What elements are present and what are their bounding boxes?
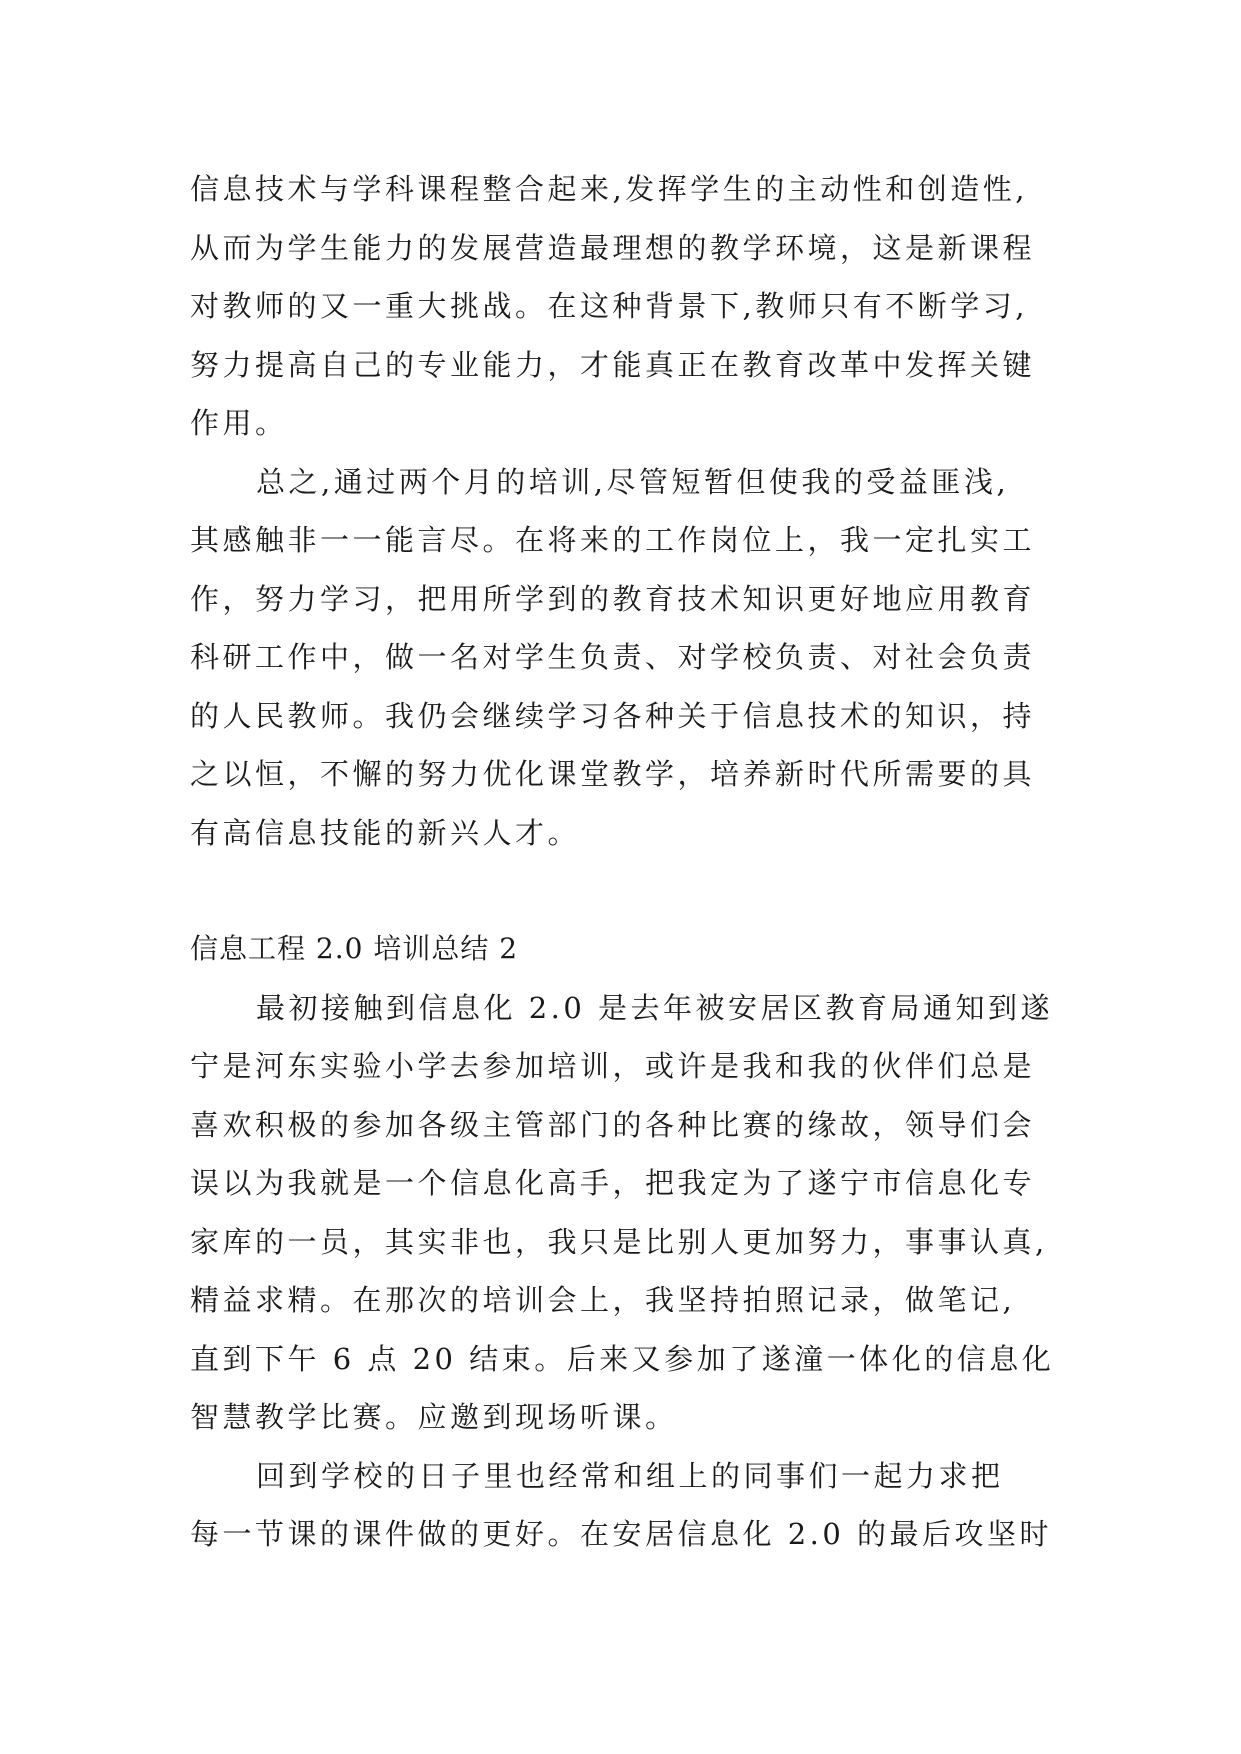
text-line: 回到学校的日子里也经常和组上的同事们一起力求把	[256, 1458, 1004, 1493]
paragraph-first-contact	[190, 979, 1090, 1447]
text-line: 之以恒，不懈的努力优化课堂教学，培养新时代所需要的具	[190, 757, 1036, 791]
text-line: 作，努力学习，把用所学到的教育技术知识更好地应用教育	[190, 581, 1036, 616]
text-line: 作用。	[190, 406, 288, 440]
document-body	[190, 160, 1090, 1564]
text-line: 对教师的又一重大挑战。在这种背景下,教师只有不断学习,	[190, 289, 1028, 323]
text-line: 的人民教师。我仍会继续学习各种关于信息技术的知识，持	[190, 698, 1036, 733]
text-line: 智慧教学比赛。应邀到现场听课。	[190, 1400, 678, 1434]
text-line: 直到下午 6 点 20 结束。后来又参加了遂潼一体化的信息化	[190, 1341, 1055, 1376]
text-line: 误以为我就是一个信息化高手，把我定为了遂宁市信息化专	[190, 1166, 1036, 1200]
text-line: 宁是河东实验小学去参加培训，或许是我和我的伙伴们总是	[190, 1049, 1036, 1083]
text-line: 每一节课的课件做的更好。在安居信息化 2.0 的最后攻坚时	[190, 1517, 1053, 1551]
section-heading: 信息工程 2.0 培训总结 2	[190, 932, 519, 965]
text-line: 家库的一员，其实非也，我只是比别人更加努力，事事认真,	[190, 1224, 1048, 1259]
text-line: 精益求精。在那次的培训会上，我坚持拍照记录，做笔记,	[190, 1283, 1016, 1317]
text-line: 科研工作中，做一名对学生负责、对学校负责、对社会负责	[190, 640, 1036, 674]
text-line: 喜欢积极的参加各级主管部门的各种比赛的缘故，领导们会	[190, 1107, 1036, 1142]
text-line: 其感触非一一能言尽。在将来的工作岗位上，我一定扎实工	[190, 523, 1036, 557]
text-line: 努力提高自己的专业能力，才能真正在教育改革中发挥关键	[190, 347, 1036, 382]
paragraph-conclusion	[190, 453, 1090, 863]
paragraph-back-at-school	[190, 1447, 1090, 1564]
text-line: 有高信息技能的新兴人才。	[190, 815, 581, 850]
paragraph-continuation	[190, 160, 1090, 453]
text-line: 从而为学生能力的发展营造最理想的教学环境，这是新课程	[190, 230, 1036, 265]
text-line: 总之,通过两个月的培训,尽管短暂但使我的受益匪浅,	[256, 464, 1010, 499]
section-spacer	[190, 862, 1090, 920]
text-line: 最初接触到信息化 2.0 是去年被安居区教育局通知到遂	[256, 990, 1054, 1025]
text-line: 信息技术与学科课程整合起来,发挥学生的主动性和创造性,	[190, 172, 1028, 206]
